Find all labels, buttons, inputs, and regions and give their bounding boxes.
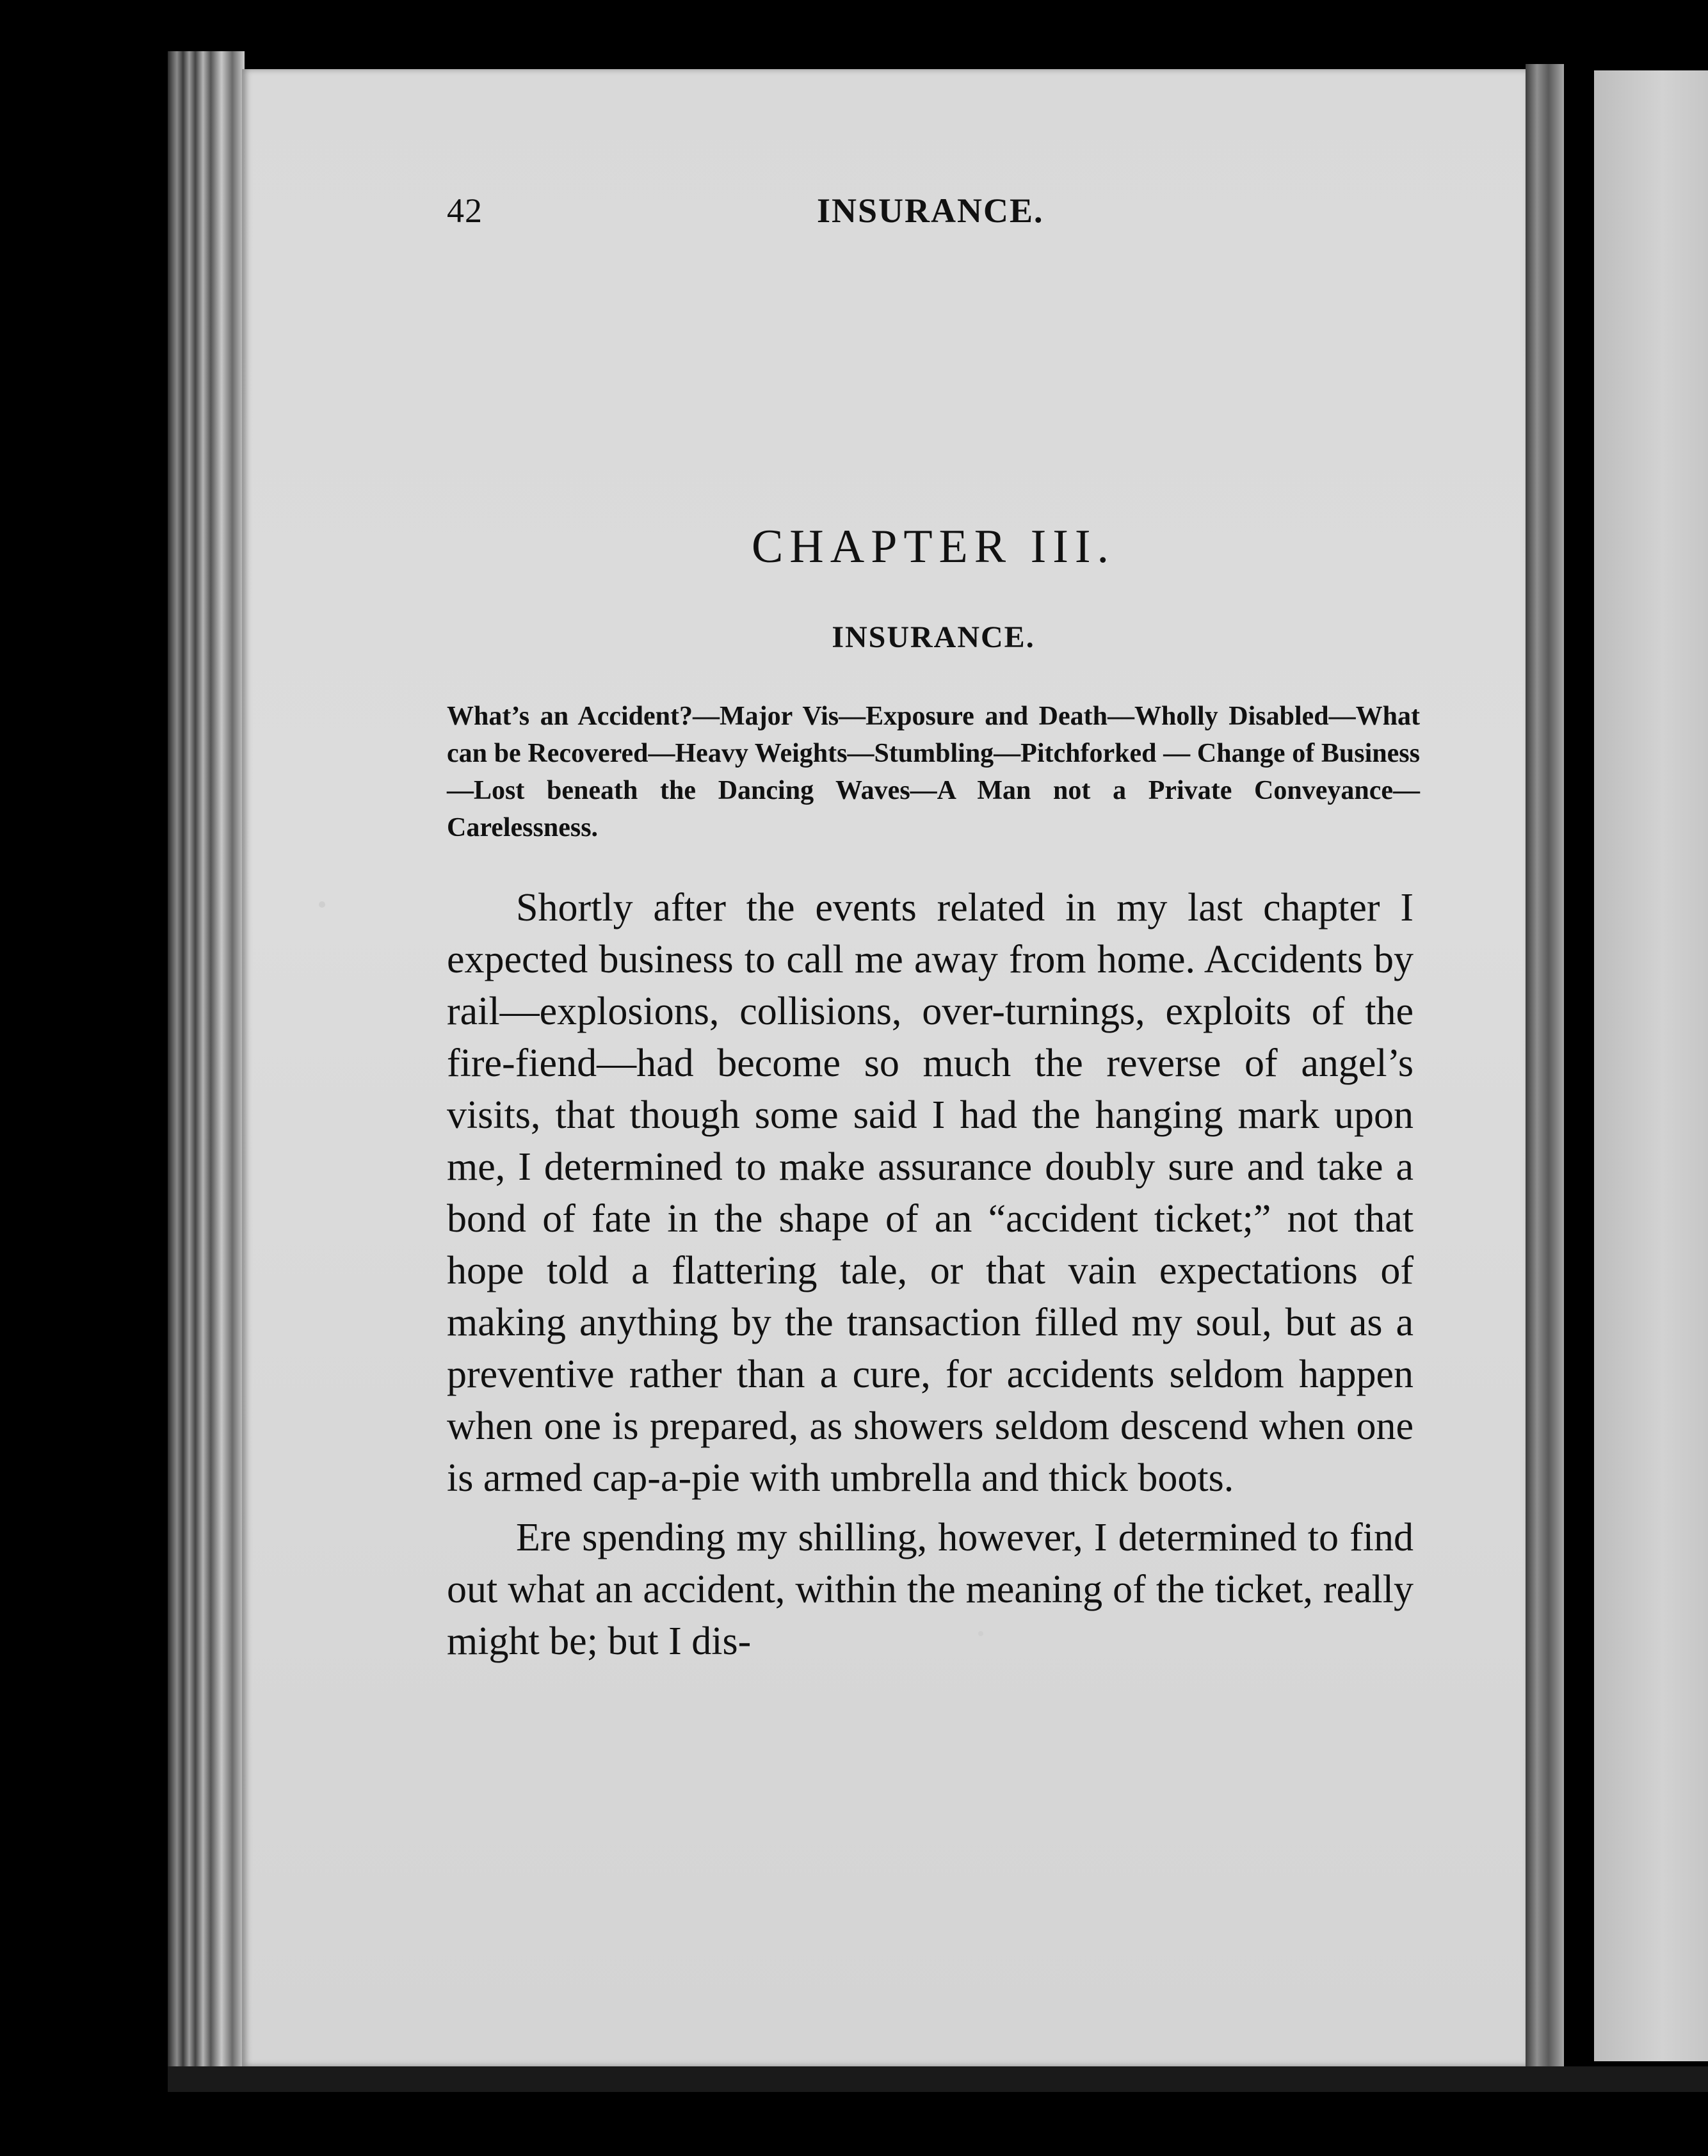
chapter-synopsis: What’s an Accident?—Major Vis—Exposure and Death—Wholly Disabled—What can be Recovered—Heavy Weights—Stumbling—Pitchforked — Change of Business—Lost beneath the Dancing Waves—A Man not a Private Conveyance—Carelessness. (447, 702, 1420, 842)
page-number: 42 (447, 191, 483, 230)
chapter-subtitle: INSURANCE. (832, 620, 1035, 654)
bottom-shadow (168, 2066, 1708, 2092)
paragraph: Ere spending my shilling, however, I determined to find out what an accident, within the meaning of the ticket, really might be; but I dis- (447, 1516, 1414, 1663)
body-text (447, 882, 1414, 1668)
paragraph: Shortly after the events related in my last chapter I expected business to call me away from home. Accidents by rail—explosions, collisions, over-turnings, exploits of the fire-fiend—had become so much the reverse of angel’s visits, that though some said I had the hanging mark upon me, I determined to make assurance doubly sure and take a bond of fate in the shape of an “accident ticket;” not that hope told a flattering tale, or that vain expectations of making anything by the transaction filled my soul, but as a preventive rather than a cure, for accidents seldom happen when one is prepared, as showers seldom descend when one is armed cap-a-pie with umbrella and thick boots. (447, 886, 1414, 1500)
running-head (447, 191, 1407, 242)
facing-page-sliver (1594, 70, 1708, 2061)
chapter-title: CHAPTER III. (751, 520, 1116, 573)
book-binding-edge (168, 51, 245, 2068)
gutter-edge (1526, 64, 1564, 2068)
paper-speck (319, 901, 325, 908)
running-head-title: INSURANCE. (817, 191, 1044, 230)
